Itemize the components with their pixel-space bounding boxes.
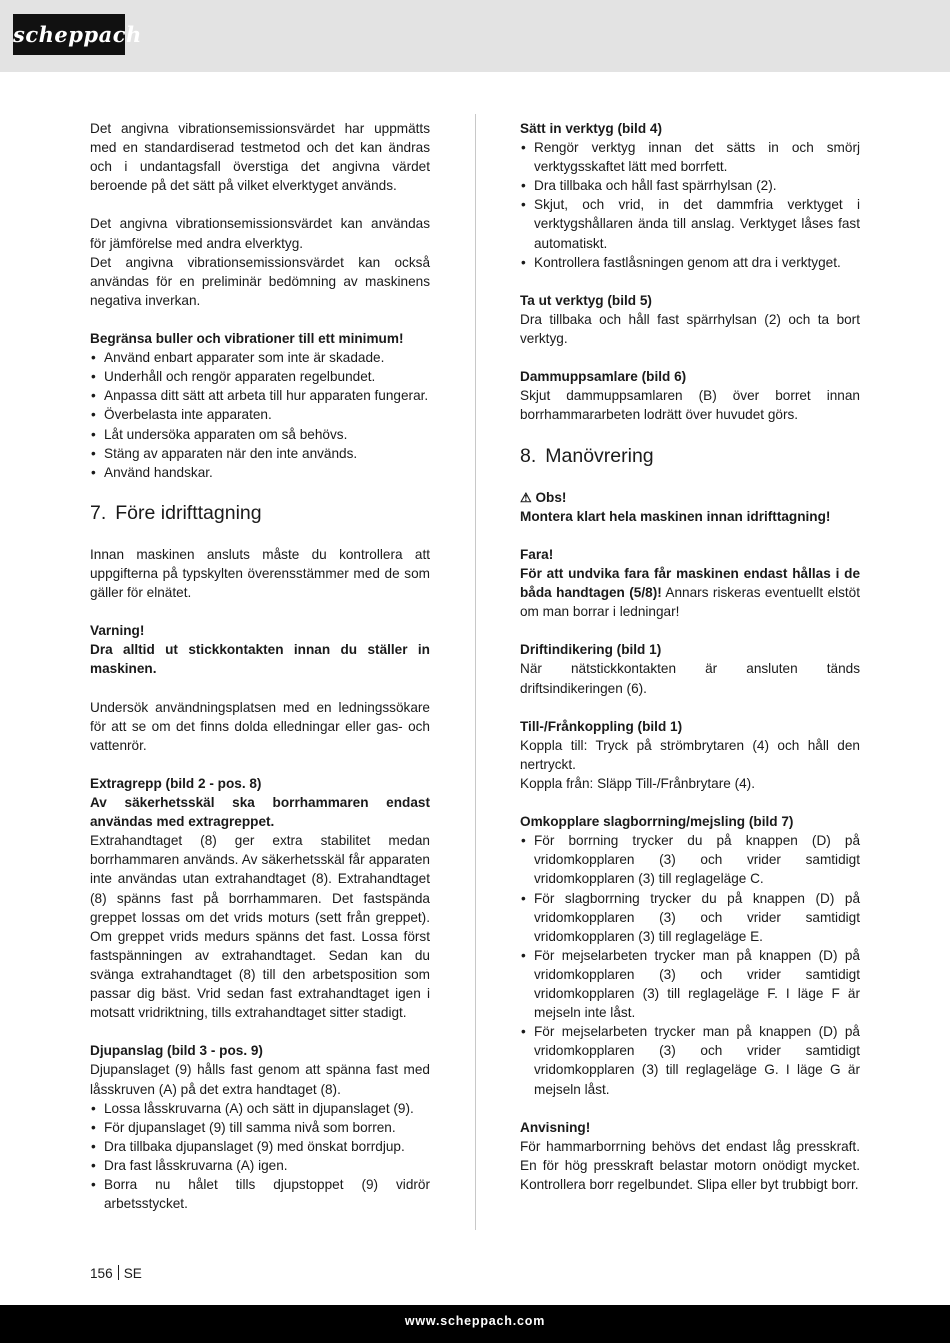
extra-grip-text: Extrahandtaget (8) ger extra stabilitet medan borrhammaren används. Av säkerhetsskäl får apparaten inte användas utan extrahandtaget (8). Extrahandtaget (8) spänns fast på borrhammaren. Det fastspända greppet lossas om det vrids moturs (sett från greppet). Om greppet vrids medurs spänns det fast. Lossa först fastspänningen av extrahandtaget. Sedan kan du svänga extrahandtaget (8) till den arbetsposition som passar dig bäst. Vrid sedan fast extrahandtaget igen i motsatt vridriktning, tills extrahandtaget sitter stadigt. bbox=[90, 833, 430, 1021]
list-item: • Använd enbart apparater som inte är skadade. bbox=[90, 348, 430, 367]
list-item: • Anpassa ditt sätt att arbeta till hur apparaten fungerar. bbox=[90, 386, 430, 405]
list-item: • För mejselarbeten trycker man på knappen (D) på vridomkopplaren (3) och vrider samtidigt vridomkopplaren (3) till reglageläge G. I läge G är mejseln låst. bbox=[520, 1022, 860, 1098]
list-item: • Använd handskar. bbox=[90, 463, 430, 482]
warning-triangle-icon: ⚠ bbox=[520, 489, 532, 505]
extra-grip-safety: Av säkerhetsskäl ska borrhammaren endast användas med extragreppet. bbox=[90, 795, 430, 830]
page-number-value: 156 bbox=[90, 1266, 113, 1281]
dust-collector-heading: Dammuppsamlare (bild 6) bbox=[520, 369, 687, 385]
right-column bbox=[520, 119, 860, 1194]
section-7-heading bbox=[90, 501, 430, 525]
insert-tool-heading: Sätt in verktyg (bild 4) bbox=[520, 121, 663, 136]
list-item: • Överbelasta inte apparaten. bbox=[90, 405, 430, 424]
list-item: • Skjut, och vrid, in det dammfria verktyget i verktygshållaren ända till anslag. Verktyget låses fast automatiskt. bbox=[520, 195, 860, 252]
switch-heading: Till-/Frånkoppling (bild 1) bbox=[520, 718, 683, 734]
danger-bold-text: För att undvika fara får maskinen endast hållas i de båda handtagen (5/8)! bbox=[520, 565, 860, 601]
remove-tool-heading: Ta ut verktyg (bild 5) bbox=[520, 292, 652, 308]
section-number: 7. bbox=[90, 501, 107, 524]
insert-tool-list bbox=[520, 138, 860, 272]
dust-collector-text: Skjut dammuppsamlaren (B) över borret innan borrhammararbeten lodrätt över huvudet görs. bbox=[520, 388, 860, 423]
vibration-comparison-paragraph: Det angivna vibrationsemissionsvärdet kan användas för jämförelse med andra elverktyg. bbox=[90, 216, 430, 251]
depth-stop-text: Djupanslaget (9) hålls fast genom att spänna fast med låsskruven (A) på det extra handtaget (8). bbox=[90, 1062, 430, 1097]
warning-title: Varning! bbox=[90, 623, 145, 639]
obs-label: Obs! bbox=[535, 489, 567, 505]
warning-text: Dra alltid ut stickkontakten innan du ställer in maskinen. bbox=[90, 642, 430, 677]
indicator-text: När nätstickkontakten är ansluten tänds driftsindikeringen (6). bbox=[520, 661, 860, 696]
obs-title bbox=[520, 488, 860, 507]
section-number: 8. bbox=[520, 444, 537, 467]
mode-switch-list bbox=[520, 831, 860, 1098]
extra-grip-heading: Extragrepp (bild 2 - pos. 8) bbox=[90, 776, 262, 791]
mode-switch-heading: Omkopplare slagborrning/mejsling (bild 7) bbox=[520, 814, 794, 830]
language-code: SE bbox=[123, 1266, 142, 1281]
list-item: • Borra nu hålet tills djupstoppet (9) vidrör arbetsstycket. bbox=[90, 1175, 430, 1213]
section-title: Manövrering bbox=[545, 444, 654, 467]
list-item: • Stäng av apparaten när den inte används. bbox=[90, 444, 430, 463]
note-text: För hammarborrning behövs det endast låg presskraft. En för hög presskraft belastar motorn onödigt mycket. Kontrollera borr regelbundet. Slipa eller byt trubbigt borr. bbox=[520, 1138, 860, 1192]
website-link[interactable]: www.scheppach.com bbox=[404, 1314, 546, 1328]
page-number-separator bbox=[118, 1265, 119, 1280]
depth-stop-heading: Djupanslag (bild 3 - pos. 9) bbox=[90, 1043, 263, 1059]
list-item: • Dra tillbaka och håll fast spärrhylsan (2). bbox=[520, 176, 860, 195]
list-item: • Dra fast låsskruvarna (A) igen. bbox=[90, 1156, 430, 1175]
line-detector-paragraph: Undersök användningsplatsen med en ledningssökare för att se om det finns dolda elledningar eller gas- och vattenrör. bbox=[90, 699, 430, 753]
list-item: • Kontrollera fastlåsningen genom att dra i verktyget. bbox=[520, 253, 860, 272]
list-item: • För borrning trycker du på knappen (D) på vridomkopplaren (3) och vrider samtidigt vridomkopplaren (3) till reglageläge C. bbox=[520, 831, 860, 888]
remove-tool-text: Dra tillbaka och håll fast spärrhylsan (2) och ta bort verktyg. bbox=[520, 311, 860, 347]
vibration-assessment-paragraph: Det angivna vibrationsemissionsvärdet kan också användas för en preliminär bedömning av maskinens negativa inverkan. bbox=[90, 254, 430, 308]
list-item: • Lossa låsskruvarna (A) och sätt in djupanslaget (9). bbox=[90, 1099, 430, 1118]
depth-stop-list bbox=[90, 1099, 430, 1214]
danger-title: Fara! bbox=[520, 546, 554, 562]
danger-text: Annars riskeras eventuellt elstöt om man borrar i ledningar! bbox=[520, 585, 861, 620]
indicator-heading: Driftindikering (bild 1) bbox=[520, 642, 662, 658]
vibration-paragraph: Det angivna vibrationsemissionsvärdet har uppmätts med en standardiserad testmetod och det kan ändras och i undantagsfall överstiga det angivna värdet beroende på det sätt på vilket elverktyget används. bbox=[90, 121, 430, 194]
section-8-heading bbox=[520, 444, 860, 468]
note-title: Anvisning! bbox=[520, 1119, 591, 1135]
list-item: • För djupanslaget (9) till samma nivå som borren. bbox=[90, 1118, 430, 1137]
list-item: • För mejselarbeten trycker man på knappen (D) på vridomkopplaren (3) och vrider samtidigt vridomkopplaren (3) till reglageläge F. I läge F är mejseln inte låst. bbox=[520, 946, 860, 1022]
list-item: • För slagborrning trycker du på knappen (D) på vridomkopplaren (3) och vrider samtidigt vridomkopplaren (3) till reglageläge E. bbox=[520, 889, 860, 946]
left-column bbox=[90, 119, 430, 1213]
noise-list bbox=[90, 348, 430, 482]
switch-off-text: Koppla från: Släpp Till-/Frånbrytare (4). bbox=[520, 776, 755, 791]
scheppach-logo: scheppach bbox=[13, 14, 125, 55]
obs-text: Montera klart hela maskinen innan idrifttagning! bbox=[520, 508, 831, 524]
column-divider bbox=[475, 114, 476, 1230]
list-item: • Underhåll och rengör apparaten regelbundet. bbox=[90, 367, 430, 386]
nameplate-paragraph: Innan maskinen ansluts måste du kontrollera att uppgifterna på typskylten överensstämmer med de som gäller för elnätet. bbox=[90, 546, 430, 601]
page-header bbox=[0, 0, 950, 72]
section-title: Före idrifttagning bbox=[115, 501, 262, 524]
list-item: • Rengör verktyg innan det sätts in och smörj verktygsskaftet lätt med borrfett. bbox=[520, 138, 860, 176]
list-item: • Dra tillbaka djupanslaget (9) med önskat borrdjup. bbox=[90, 1137, 430, 1156]
noise-heading: Begränsa buller och vibrationer till ett minimum! bbox=[90, 331, 404, 347]
list-item: • Låt undersöka apparaten om så behövs. bbox=[90, 425, 430, 444]
danger-paragraph bbox=[520, 564, 860, 621]
switch-on-text: Koppla till: Tryck på strömbrytaren (4) och håll den nertryckt. bbox=[520, 737, 860, 772]
page-number bbox=[90, 1265, 142, 1281]
